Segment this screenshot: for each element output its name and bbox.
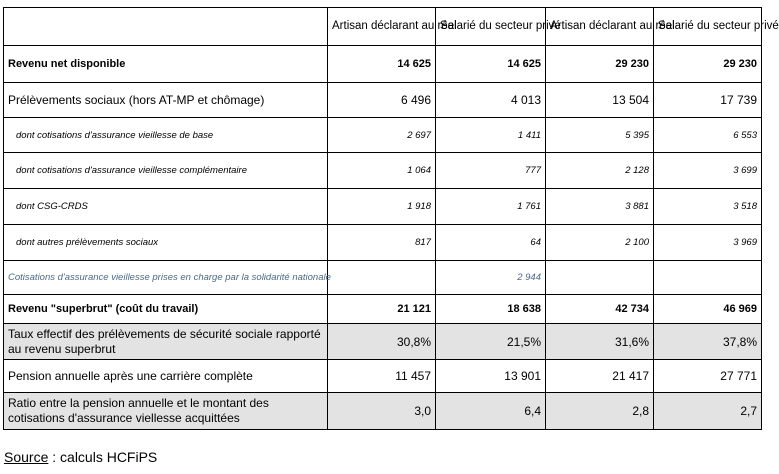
row-value: 17 739 (654, 83, 762, 118)
row-value: 3,0 (328, 393, 436, 430)
row-value: 3 969 (654, 225, 762, 261)
row-value: 817 (328, 225, 436, 261)
row-label: Cotisations d'assurance vieillesse prises en charge par la solidarité nationale (4, 261, 328, 295)
table-row (4, 189, 762, 225)
header-corner (4, 8, 328, 46)
row-value: 3 699 (654, 153, 762, 189)
header-col-1: Artisan déclarant au réel (328, 8, 436, 46)
row-label: Ratio entre la pension annuelle et le montant des cotisations d'assurance viellesse acquittées (4, 393, 328, 430)
row-label: dont cotisations d'assurance vieillesse complémentaire (4, 153, 328, 189)
row-label: Prélèvements sociaux (hors AT-MP et chômage) (4, 83, 328, 118)
table-row (4, 324, 762, 360)
row-value: 1 918 (328, 189, 436, 225)
row-value (546, 261, 654, 295)
header-row (4, 8, 762, 46)
row-value: 4 013 (436, 83, 546, 118)
data-table (3, 7, 779, 430)
row-value: 18 638 (436, 295, 546, 324)
table-row (4, 83, 762, 118)
row-value: 2 944 (436, 261, 546, 295)
row-value: 64 (436, 225, 546, 261)
row-value: 1 411 (436, 118, 546, 153)
row-value: 21 417 (546, 360, 654, 393)
row-value: 37,8% (654, 324, 762, 360)
source-text: : calculs HCFiPS (48, 449, 158, 465)
row-value: 21,5% (436, 324, 546, 360)
header-col-2: Salarié du secteur privé (436, 8, 546, 46)
row-label: dont CSG-CRDS (4, 189, 328, 225)
row-value: 27 771 (654, 360, 762, 393)
header-col-3: Artisan déclarant au réel (546, 8, 654, 46)
row-value: 2 128 (546, 153, 654, 189)
row-value: 11 457 (328, 360, 436, 393)
row-value: 6,4 (436, 393, 546, 430)
row-value: 2,7 (654, 393, 762, 430)
row-value: 2 100 (546, 225, 654, 261)
table-row (4, 153, 762, 189)
row-value: 777 (436, 153, 546, 189)
table-row (4, 295, 762, 324)
row-value: 5 395 (546, 118, 654, 153)
row-value: 2 697 (328, 118, 436, 153)
row-value: 30,8% (328, 324, 436, 360)
row-label: Revenu net disponible (4, 46, 328, 83)
row-value: 46 969 (654, 295, 762, 324)
row-value (654, 261, 762, 295)
row-value: 1 761 (436, 189, 546, 225)
row-value: 6 496 (328, 83, 436, 118)
table-row (4, 118, 762, 153)
source-note (4, 449, 157, 465)
row-value: 3 881 (546, 189, 654, 225)
source-label: Source (4, 449, 49, 465)
row-value: 31,6% (546, 324, 654, 360)
row-value: 29 230 (654, 46, 762, 83)
row-value: 14 625 (328, 46, 436, 83)
row-value: 6 553 (654, 118, 762, 153)
row-value: 13 504 (546, 83, 654, 118)
row-value: 13 901 (436, 360, 546, 393)
row-value: 1 064 (328, 153, 436, 189)
row-label: dont autres prélèvements sociaux (4, 225, 328, 261)
row-value: 21 121 (328, 295, 436, 324)
table-row (4, 225, 762, 261)
row-label: dont cotisations d'assurance vieillesse de base (4, 118, 328, 153)
row-value: 42 734 (546, 295, 654, 324)
row-value: 14 625 (436, 46, 546, 83)
row-label: Pension annuelle après une carrière complète (4, 360, 328, 393)
table-row (4, 393, 762, 430)
row-label: Taux effectif des prélèvements de sécurité sociale rapporté au revenu superbrut (4, 324, 328, 360)
row-value: 29 230 (546, 46, 654, 83)
row-label: Revenu "superbrut" (coût du travail) (4, 295, 328, 324)
table-row (4, 261, 762, 295)
header-col-4: Salarié du secteur privé (654, 8, 762, 46)
table-row (4, 46, 762, 83)
table-row (4, 360, 762, 393)
row-value: 2,8 (546, 393, 654, 430)
row-value: 3 518 (654, 189, 762, 225)
row-value (328, 261, 436, 295)
